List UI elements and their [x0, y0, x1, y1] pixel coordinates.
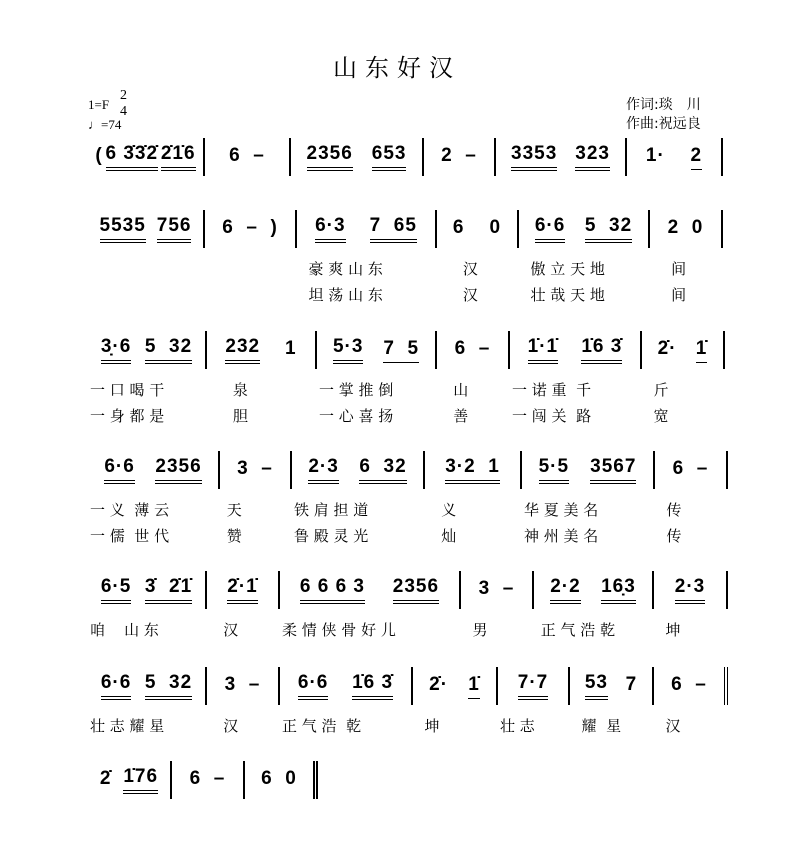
- lyric-line-2: 壮 哉 天 地: [521, 286, 605, 304]
- note-group: 2̇: [99, 768, 112, 789]
- lyric-line-2: 汉: [439, 286, 478, 304]
- measure: [654, 667, 728, 735]
- note-group: 2·3: [308, 456, 338, 484]
- measure: [317, 331, 437, 425]
- lyric-line-2: 神 州 美 名: [524, 527, 599, 545]
- lyric-line-1: 汉: [439, 260, 478, 278]
- lyric-line-1: 传: [657, 501, 682, 519]
- note-group: 756: [157, 215, 192, 243]
- lyric-line-1: 傲 立 天 地: [521, 260, 605, 278]
- note-group: 16̣3: [601, 576, 636, 604]
- note-group: 7: [625, 674, 638, 695]
- staff-row: [88, 210, 723, 304]
- lyric-line-1: 正 气 浩 乾: [282, 717, 362, 735]
- note-group: 3̣·6: [101, 336, 131, 364]
- lyric-line-1: 柔 情 侠 骨 好 儿: [282, 621, 396, 639]
- measure: [88, 667, 207, 735]
- measure: [205, 210, 297, 248]
- note-group: 6 –: [189, 768, 226, 789]
- measure: [207, 331, 317, 425]
- measure: [88, 331, 207, 425]
- measure: [207, 571, 280, 639]
- measure: [88, 571, 207, 639]
- note-group: 3567: [590, 456, 636, 484]
- measure: [297, 210, 437, 304]
- measure: [461, 571, 534, 639]
- note-group: 6 32: [359, 456, 406, 484]
- note-group: 1̇6 3̇: [352, 672, 393, 700]
- measure: [291, 138, 424, 176]
- lyric-line-2: 间: [652, 286, 687, 304]
- measure: [280, 571, 461, 639]
- note-group: 6 – ): [222, 217, 278, 238]
- measure: [437, 210, 519, 304]
- measure: [522, 451, 655, 545]
- note-group: 6 –: [672, 458, 709, 479]
- note-group: 5·5: [539, 456, 569, 484]
- measure: [655, 451, 728, 545]
- tempo-marking: ♩=74: [88, 117, 122, 132]
- lyric-line-2: 坦 荡 山 东: [299, 286, 383, 304]
- measure: [437, 331, 510, 425]
- lyric-line-2: 一 身 都 是: [90, 407, 165, 425]
- note-group: 1̇6 3̇: [581, 336, 622, 364]
- note-group: 6 0: [452, 217, 502, 238]
- note-group: 5 32: [145, 672, 192, 700]
- note-group: 5535: [100, 215, 146, 243]
- lyric-line-1: 汉: [656, 717, 681, 735]
- note-group: 232: [225, 336, 260, 364]
- note-group: (: [95, 145, 103, 166]
- staff-row: [88, 571, 728, 639]
- note-group: 2: [691, 145, 703, 170]
- lyric-line-1: 斤: [644, 381, 669, 399]
- key-signature: 1=F: [88, 97, 110, 112]
- note-group: 1: [284, 338, 297, 359]
- time-signature-top: 2: [120, 88, 127, 103]
- note-group: 1·: [645, 145, 665, 166]
- lyric-line-2: 鲁 殿 灵 光: [294, 527, 369, 545]
- note-group: 7·7: [518, 672, 548, 700]
- note-group: 6 –: [229, 145, 265, 166]
- measure: [510, 331, 642, 425]
- measure: [245, 761, 318, 799]
- note-group: 6·6: [101, 672, 131, 700]
- lyric-line-1: 山: [439, 381, 469, 399]
- note-group: 1̇76: [123, 766, 158, 794]
- note-group: 2̇·: [429, 674, 449, 695]
- note-group: 2356: [307, 143, 353, 171]
- measure: [425, 451, 522, 545]
- measure: [205, 138, 291, 176]
- lyric-line-2: 赞: [222, 527, 242, 545]
- measure: [280, 667, 413, 735]
- lyric-line-1: 铁 肩 担 道: [294, 501, 369, 519]
- note-group: 2·3: [675, 576, 705, 604]
- note-group: 2 0: [667, 217, 704, 238]
- lyric-line-2: 一 闯 关 路: [512, 407, 592, 425]
- note-group: 5 32: [585, 215, 632, 243]
- note-group: 7 65: [370, 215, 417, 243]
- staff-row: [88, 761, 318, 799]
- measure: [220, 451, 292, 545]
- time-signature: [120, 88, 127, 120]
- note-group: 3·2 1: [445, 456, 500, 484]
- lyric-line-1: 坤: [415, 717, 440, 735]
- measure: [88, 451, 220, 545]
- lyric-line-1: 一 口 喝 干: [90, 381, 165, 399]
- measure: [570, 667, 654, 735]
- measure: [207, 667, 280, 735]
- lyric-line-1: 壮 志: [500, 717, 535, 735]
- measure: [642, 331, 725, 425]
- measure: [654, 571, 728, 639]
- note-group: 2 –: [441, 145, 477, 166]
- note-group: 6 3̇3̇2̇: [106, 143, 159, 171]
- note-group: 6·6: [298, 672, 328, 700]
- note-group: 3 –: [224, 674, 261, 695]
- note-group: 653: [372, 143, 407, 171]
- lyric-line-1: 间: [652, 260, 687, 278]
- staff-row: [88, 667, 728, 735]
- note-group: 3 –: [478, 578, 515, 599]
- note-group: 2̇·1̇: [227, 576, 257, 604]
- note-group: 2̇1̇6: [161, 143, 196, 171]
- measure: [88, 210, 205, 248]
- lyric-line-1: 一 义 薄 云: [90, 501, 170, 519]
- lyric-line-1: 咱 山 东: [90, 621, 159, 639]
- lyric-line-1: 泉: [209, 381, 248, 399]
- lyric-line-1: 一 掌 推 倒: [319, 381, 394, 399]
- measure: [534, 571, 654, 639]
- lyric-line-1: 一 诺 重 千: [512, 381, 592, 399]
- note-group: 3̇ 2̇1̇: [145, 576, 192, 604]
- measure: [496, 138, 627, 176]
- measure: [498, 667, 570, 735]
- note-group: 6·6: [535, 215, 565, 243]
- note-group: 3 –: [237, 458, 273, 479]
- measure: [88, 761, 172, 799]
- measure: [292, 451, 425, 545]
- note-group: 2·2: [550, 576, 580, 604]
- staff-row: [88, 138, 723, 176]
- lyric-line-2: 善: [439, 407, 469, 425]
- note-group: 6·5: [101, 576, 131, 604]
- note-group: 3353: [511, 143, 557, 171]
- lyric-line-2: 胆: [209, 407, 248, 425]
- lyric-line-1: 汉: [209, 717, 239, 735]
- note-group: 6 –: [454, 338, 491, 359]
- note-group: 323: [575, 143, 610, 171]
- lyric-line-1: 汉: [209, 621, 239, 639]
- note-group: 2̇·: [657, 338, 677, 359]
- note-group: 6·6: [104, 456, 134, 484]
- staff-row: [88, 331, 725, 425]
- lyric-line-1: 正 气 浩 乾: [536, 621, 616, 639]
- note-group: 1̇: [468, 674, 480, 699]
- note-group: 6 6 6 3: [300, 576, 365, 604]
- lyric-line-2: 灿: [427, 527, 457, 545]
- lyric-line-2: 宽: [644, 407, 669, 425]
- song-title: 山东好汉: [333, 54, 461, 82]
- time-signature-bottom: 4: [120, 104, 127, 119]
- measure: [413, 667, 498, 735]
- note-group: 6 –: [671, 674, 707, 695]
- composer: 作曲:祝远良: [626, 116, 701, 132]
- credits: [626, 96, 701, 134]
- note-group: 6 0: [261, 768, 297, 789]
- note-group: 1̇·1̇: [528, 336, 558, 364]
- note-group: 7 5: [383, 338, 419, 363]
- measure: [650, 210, 723, 304]
- lyric-line-1: 天: [222, 501, 242, 519]
- note-group: 1̇: [696, 338, 708, 363]
- staff-row: [88, 451, 728, 545]
- lyric-line-2: 一 心 喜 扬: [319, 407, 394, 425]
- lyric-line-1: 男: [463, 621, 488, 639]
- lyric-line-2: 一 儒 世 代: [90, 527, 170, 545]
- lyric-line-1: 豪 爽 山 东: [299, 260, 383, 278]
- note-group: 6·3: [315, 215, 345, 243]
- measure: [627, 138, 723, 176]
- lyric-line-1: 壮 志 耀 星: [90, 717, 165, 735]
- note-group: 5 32: [145, 336, 192, 364]
- measure: [172, 761, 245, 799]
- lyric-line-1: 坤: [656, 621, 681, 639]
- lyricist: 作词:琰 川: [626, 97, 701, 113]
- lyric-line-1: 耀 星: [572, 717, 622, 735]
- note-group: 53: [585, 672, 608, 700]
- note-group: 2356: [155, 456, 201, 484]
- measure: [424, 138, 496, 176]
- lyric-line-1: 义: [427, 501, 457, 519]
- note-group: 5·3: [333, 336, 363, 364]
- lyric-line-2: 传: [657, 527, 682, 545]
- note-group: 2356: [393, 576, 439, 604]
- measure: [88, 138, 205, 176]
- measure: [519, 210, 650, 304]
- lyric-line-1: 华 夏 美 名: [524, 501, 599, 519]
